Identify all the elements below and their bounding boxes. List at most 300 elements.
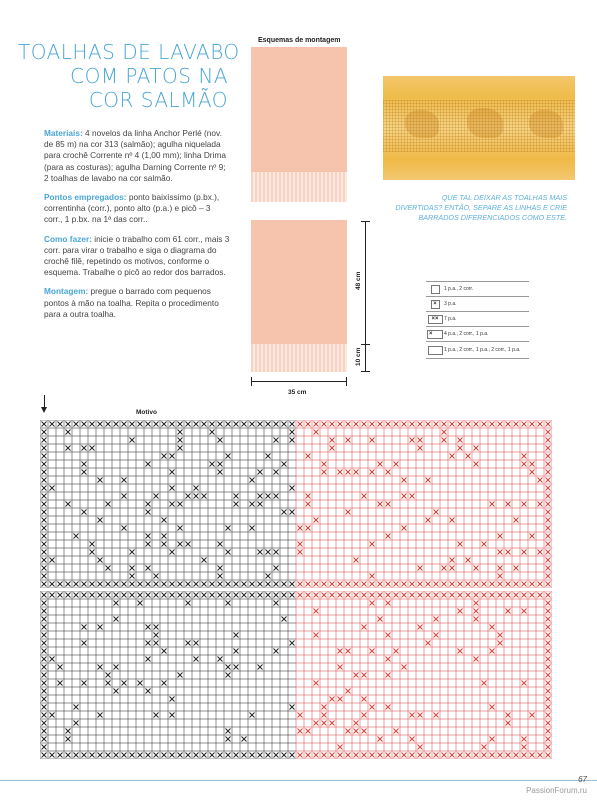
x-stitch-icon — [122, 494, 127, 499]
x-stitch-icon — [98, 753, 103, 758]
x-stitch-icon — [42, 609, 47, 614]
x-stitch-icon — [274, 566, 279, 571]
x-stitch-icon — [346, 649, 351, 654]
x-stitch-icon — [98, 558, 103, 563]
x-stitch-icon — [290, 705, 295, 710]
x-stitch-icon — [338, 697, 343, 702]
x-stitch-icon — [154, 641, 159, 646]
x-stitch-icon — [490, 582, 495, 587]
x-stitch-icon — [274, 550, 279, 555]
x-stitch-icon — [402, 526, 407, 531]
x-stitch-icon — [258, 753, 263, 758]
x-stitch-icon — [362, 422, 367, 427]
x-stitch-icon — [74, 593, 79, 598]
x-stitch-icon — [466, 582, 471, 587]
x-stitch-icon — [370, 470, 375, 475]
x-stitch-icon — [458, 438, 463, 443]
x-stitch-icon — [130, 550, 135, 555]
x-stitch-icon — [314, 681, 319, 686]
x-stitch-icon — [498, 566, 503, 571]
x-stitch-icon — [282, 510, 287, 515]
x-stitch-icon — [210, 593, 215, 598]
x-stitch-icon — [418, 582, 423, 587]
x-stitch-icon — [450, 753, 455, 758]
x-stitch-icon — [154, 713, 159, 718]
x-stitch-icon — [442, 422, 447, 427]
x-stitch-icon — [450, 454, 455, 459]
x-stitch-icon — [506, 422, 511, 427]
x-stitch-icon — [218, 422, 223, 427]
x-stitch-icon — [426, 422, 431, 427]
x-stitch-icon — [450, 422, 455, 427]
x-stitch-icon — [58, 422, 63, 427]
x-stitch-icon — [186, 753, 191, 758]
x-stitch-icon — [210, 753, 215, 758]
x-stitch-icon — [466, 454, 471, 459]
x-stitch-icon — [226, 673, 231, 678]
x-stitch-icon — [546, 689, 551, 694]
x-stitch-icon — [66, 593, 71, 598]
x-stitch-icon — [298, 582, 303, 587]
x-stitch-icon — [426, 478, 431, 483]
x-stitch-icon — [122, 422, 127, 427]
x-stitch-icon — [362, 673, 367, 678]
x-stitch-icon — [162, 681, 167, 686]
x-stitch-icon — [530, 534, 535, 539]
x-stitch-icon — [42, 510, 47, 515]
motif-label: Motivo — [136, 409, 157, 416]
x-stitch-icon — [546, 534, 551, 539]
x-stitch-icon — [490, 737, 495, 742]
x-stitch-icon — [178, 430, 183, 435]
x-stitch-icon — [202, 753, 207, 758]
x-stitch-icon — [58, 681, 63, 686]
x-stitch-icon — [378, 582, 383, 587]
x-stitch-icon — [50, 558, 55, 563]
x-stitch-icon — [50, 422, 55, 427]
x-stitch-icon — [194, 422, 199, 427]
x-stitch-icon — [42, 657, 47, 662]
x-stitch-icon — [42, 422, 47, 427]
x-stitch-icon — [162, 593, 167, 598]
x-stitch-icon — [226, 526, 231, 531]
duck-motif-image — [529, 110, 563, 138]
x-stitch-icon — [498, 534, 503, 539]
x-stitch-icon — [130, 593, 135, 598]
footer-rule — [0, 780, 597, 781]
width-label: 35 cm — [288, 389, 307, 396]
x-stitch-icon — [42, 534, 47, 539]
x-stitch-icon — [506, 721, 511, 726]
x-stitch-icon — [42, 462, 47, 467]
x-stitch-icon — [426, 753, 431, 758]
x-stitch-icon — [530, 462, 535, 467]
x-stitch-icon — [42, 502, 47, 507]
x-stitch-icon — [394, 422, 399, 427]
x-stitch-icon — [546, 593, 551, 598]
x-stitch-icon — [146, 566, 151, 571]
x-stitch-icon — [490, 753, 495, 758]
x-stitch-icon — [306, 454, 311, 459]
x-stitch-icon — [362, 713, 367, 718]
x-stitch-icon — [402, 494, 407, 499]
x-stitch-icon — [410, 438, 415, 443]
x-stitch-icon — [234, 753, 239, 758]
x-stitch-icon — [130, 422, 135, 427]
x-stitch-icon — [98, 625, 103, 630]
x-stitch-icon — [210, 462, 215, 467]
x-stitch-icon — [202, 422, 207, 427]
x-stitch-icon — [330, 697, 335, 702]
stitches-paragraph — [44, 192, 230, 226]
x-stitch-icon — [114, 617, 119, 622]
x-stitch-icon — [122, 753, 127, 758]
empty-box-icon — [431, 285, 440, 294]
x-stitch-icon — [178, 673, 183, 678]
how-to-text: inicie o trabalho com 61 corr., mais 3 corr. para virar o trabalho e siga o diagrama do crochê filê, repetindo os motivos, conforme o esquema. Trabalhe o picô ao redor dos barrados. — [44, 233, 230, 278]
x-stitch-icon — [306, 729, 311, 734]
x-stitch-icon — [314, 518, 319, 523]
instructions — [44, 128, 230, 328]
x-stitch-icon — [162, 753, 167, 758]
x-stitch-icon — [378, 462, 383, 467]
x-stitch-icon — [346, 689, 351, 694]
x-stitch-icon — [42, 705, 47, 710]
x-stitch-icon — [154, 753, 159, 758]
x-stitch-icon — [546, 649, 551, 654]
stitch-legend — [426, 281, 529, 359]
width-dimension-line — [251, 381, 347, 382]
x-stitch-icon — [322, 470, 327, 475]
x-stitch-icon — [314, 593, 319, 598]
x-stitch-icon — [450, 593, 455, 598]
x-stitch-icon — [218, 438, 223, 443]
x-stitch-icon — [106, 566, 111, 571]
x-stitch-icon — [498, 550, 503, 555]
x-stitch-icon — [546, 446, 551, 451]
x-stitch-icon — [386, 601, 391, 606]
x-stitch-icon — [170, 470, 175, 475]
x-stitch-icon — [482, 542, 487, 547]
x-stitch-icon — [434, 713, 439, 718]
x-stitch-icon — [42, 641, 47, 646]
x-stitch-icon — [266, 753, 271, 758]
x-stitch-icon — [82, 625, 87, 630]
x-stitch-icon — [234, 593, 239, 598]
x-stitch-icon — [74, 721, 79, 726]
x-stitch-icon — [266, 494, 271, 499]
x-stitch-icon — [322, 582, 327, 587]
x-stitch-icon — [522, 462, 527, 467]
x-stitch-icon — [530, 713, 535, 718]
x-stitch-icon — [274, 438, 279, 443]
x-stitch-icon — [378, 593, 383, 598]
x-stitch-icon — [330, 593, 335, 598]
x-stitch-icon — [154, 633, 159, 638]
x-stitch-icon — [474, 617, 479, 622]
x-stitch-icon — [186, 542, 191, 547]
x-stitch-icon — [322, 462, 327, 467]
x-stitch-icon — [178, 526, 183, 531]
x-stitch-icon — [234, 422, 239, 427]
x-stitch-icon — [42, 729, 47, 734]
x-stitch-icon — [538, 478, 543, 483]
x-stitch-icon — [546, 745, 551, 750]
x-stitch-icon — [346, 438, 351, 443]
x-stitch-icon — [258, 422, 263, 427]
assembly-paragraph — [44, 286, 230, 320]
x-stitch-icon — [266, 454, 271, 459]
x-stitch-icon — [274, 582, 279, 587]
x-stitch-icon — [410, 494, 415, 499]
x-stitch-icon — [42, 633, 47, 638]
x-stitch-icon — [362, 593, 367, 598]
x-stitch-icon — [282, 593, 287, 598]
x-stitch-icon — [490, 502, 495, 507]
legend-text: 1 p.a., 2 corr. — [444, 286, 474, 292]
x-stitch-icon — [378, 737, 383, 742]
x-stitch-icon — [394, 729, 399, 734]
x-stitch-icon — [98, 478, 103, 483]
legend-row — [426, 326, 529, 341]
height-label-48: 48 cm — [355, 271, 362, 290]
x-stitch-icon — [250, 713, 255, 718]
x-stitch-icon — [322, 713, 327, 718]
x-stitch-icon — [42, 486, 47, 491]
x-stitch-icon — [266, 550, 271, 555]
x-stitch-icon — [266, 582, 271, 587]
x-stitch-icon — [466, 593, 471, 598]
x-stitch-icon — [130, 438, 135, 443]
x-stitch-icon — [186, 422, 191, 427]
x-stitch-icon — [434, 633, 439, 638]
x-stitch-icon — [242, 753, 247, 758]
x-stitch-icon — [42, 721, 47, 726]
x-stitch-icon — [386, 705, 391, 710]
x-stitch-icon — [290, 753, 295, 758]
x-stitch-icon — [202, 494, 207, 499]
x-stitch-icon — [442, 593, 447, 598]
x-stitch-icon — [314, 721, 319, 726]
x-stitch-icon — [538, 753, 543, 758]
x-stitch-icon — [474, 593, 479, 598]
x-stitch-icon — [42, 753, 47, 758]
x-stitch-icon — [146, 689, 151, 694]
x-stitch-icon — [106, 673, 111, 678]
x-stitch-icon — [370, 438, 375, 443]
x-stitch-icon — [74, 422, 79, 427]
watermark: PassionForum.ru — [526, 786, 587, 795]
towel-diagram-bottom — [251, 220, 347, 344]
height-dimension-line — [365, 221, 366, 371]
x-stitch-icon — [74, 753, 79, 758]
x-stitch-icon — [338, 649, 343, 654]
x-stitch-icon — [546, 486, 551, 491]
x-stitch-icon — [42, 697, 47, 702]
x-stitch-icon — [306, 422, 311, 427]
x-stitch-icon — [42, 550, 47, 555]
x-stitch-icon — [386, 673, 391, 678]
x-stitch-icon — [42, 665, 47, 670]
x-stitch-icon — [226, 550, 231, 555]
legend-text: 7 p.a. — [444, 316, 457, 322]
x-stitch-icon — [274, 593, 279, 598]
x-stitch-icon — [474, 566, 479, 571]
x-stitch-icon — [186, 593, 191, 598]
x-stitch-icon — [546, 625, 551, 630]
x-stitch-icon — [306, 582, 311, 587]
x-stitch-icon — [290, 422, 295, 427]
x-stitch-icon — [82, 582, 87, 587]
x-stitch-icon — [466, 753, 471, 758]
x-stitch-icon — [98, 665, 103, 670]
x-stitch-icon — [186, 601, 191, 606]
x-stitch-icon — [114, 601, 119, 606]
towel-photo — [383, 76, 575, 180]
width-tick-right — [346, 377, 347, 386]
x-stitch-icon — [42, 713, 47, 718]
x-stitch-icon — [330, 753, 335, 758]
height-tick-bottom — [361, 371, 370, 372]
x-stitch-icon — [434, 593, 439, 598]
x-stitch-icon — [226, 454, 231, 459]
x-stitch-icon — [530, 582, 535, 587]
x-stitch-icon — [298, 729, 303, 734]
x-stitch-icon — [498, 422, 503, 427]
x-stitch-icon — [506, 753, 511, 758]
x-stitch-icon — [330, 582, 335, 587]
x-stitch-icon — [506, 502, 511, 507]
x-stitch-icon — [74, 582, 79, 587]
x-stitch-icon — [386, 657, 391, 662]
x-stitch-icon — [378, 422, 383, 427]
x-stitch-icon — [354, 470, 359, 475]
page-number: 67 — [578, 775, 587, 784]
x-stitch-icon — [330, 438, 335, 443]
x-stitch-icon — [290, 438, 295, 443]
x-stitch-icon — [194, 582, 199, 587]
x-stitch-icon — [474, 753, 479, 758]
x-stitch-icon — [498, 753, 503, 758]
x-stitch-icon — [450, 566, 455, 571]
x-stitch-icon — [194, 494, 199, 499]
x-stitch-icon — [106, 681, 111, 686]
x-stitch-icon — [386, 534, 391, 539]
x-stitch-icon — [266, 574, 271, 579]
x-stitch-icon — [346, 729, 351, 734]
x-stitch-icon — [66, 422, 71, 427]
x-stitch-icon — [66, 729, 71, 734]
x-stitch-icon — [114, 422, 119, 427]
x-stitch-icon — [122, 593, 127, 598]
x-stitch-icon — [522, 609, 527, 614]
x-stitch-icon — [426, 641, 431, 646]
x-stitch-icon — [546, 737, 551, 742]
x-stitch-icon — [538, 422, 543, 427]
x-stitch-icon — [450, 518, 455, 523]
x-stitch-icon — [338, 593, 343, 598]
x-stitch-icon — [42, 454, 47, 459]
x-stitch-icon — [266, 593, 271, 598]
x-stitch-icon — [410, 753, 415, 758]
x-stitch-icon — [410, 582, 415, 587]
x-stitch-icon — [506, 582, 511, 587]
x-stitch-icon — [50, 486, 55, 491]
x-stitch-icon — [170, 550, 175, 555]
x-stitch-icon — [242, 422, 247, 427]
x-stitch-icon — [162, 542, 167, 547]
x-stitch-icon — [186, 582, 191, 587]
x-stitch-icon — [546, 633, 551, 638]
x-box-icon: × — [431, 300, 440, 309]
x-stitch-icon — [82, 510, 87, 515]
x-stitch-icon — [66, 737, 71, 742]
x-stitch-icon — [370, 574, 375, 579]
x-stitch-icon — [298, 542, 303, 547]
x-stitch-icon — [226, 753, 231, 758]
x-stitch-icon — [146, 625, 151, 630]
x-stitch-icon — [242, 737, 247, 742]
how-to-label: Como fazer: — [44, 233, 92, 244]
x-stitch-icon — [530, 593, 535, 598]
x-stitch-icon — [546, 574, 551, 579]
x-stitch-icon — [146, 542, 151, 547]
x-stitch-icon — [522, 753, 527, 758]
x-stitch-icon — [154, 582, 159, 587]
x-stitch-icon — [82, 446, 87, 451]
x-stitch-icon — [546, 438, 551, 443]
x-stitch-icon — [90, 542, 95, 547]
x-stitch-icon — [258, 470, 263, 475]
x-stitch-icon — [418, 713, 423, 718]
x-stitch-icon — [250, 582, 255, 587]
x-stitch-icon — [346, 582, 351, 587]
x-stitch-icon — [290, 510, 295, 515]
x-stitch-icon — [42, 601, 47, 606]
x-stitch-icon — [194, 593, 199, 598]
x-stitch-icon — [546, 753, 551, 758]
legend-row — [426, 341, 529, 359]
x-stitch-icon — [514, 518, 519, 523]
x-stitch-icon — [42, 494, 47, 499]
x-stitch-icon — [154, 574, 159, 579]
x-stitch-icon — [50, 657, 55, 662]
height-label-10: 10 cm — [355, 347, 362, 366]
x-stitch-icon — [178, 593, 183, 598]
x-stitch-icon — [322, 422, 327, 427]
x-stitch-icon — [194, 753, 199, 758]
legend-row — [426, 311, 529, 326]
towel-fringe-bottom — [251, 344, 347, 372]
x-stitch-icon — [506, 609, 511, 614]
x-stitch-icon — [474, 609, 479, 614]
x-stitch-icon — [538, 582, 543, 587]
x-stitch-icon — [122, 478, 127, 483]
x-stitch-icon — [274, 601, 279, 606]
x-stitch-icon — [218, 582, 223, 587]
x-stitch-icon — [258, 582, 263, 587]
x-stitch-icon — [546, 422, 551, 427]
x-stitch-icon — [418, 593, 423, 598]
x-stitch-icon — [210, 430, 215, 435]
x-stitch-icon — [450, 558, 455, 563]
x-stitch-icon — [546, 641, 551, 646]
x-stitch-icon — [298, 550, 303, 555]
x-stitch-icon — [498, 582, 503, 587]
x-stitch-icon — [274, 470, 279, 475]
x-stitch-icon — [178, 438, 183, 443]
x-stitch-icon — [314, 430, 319, 435]
